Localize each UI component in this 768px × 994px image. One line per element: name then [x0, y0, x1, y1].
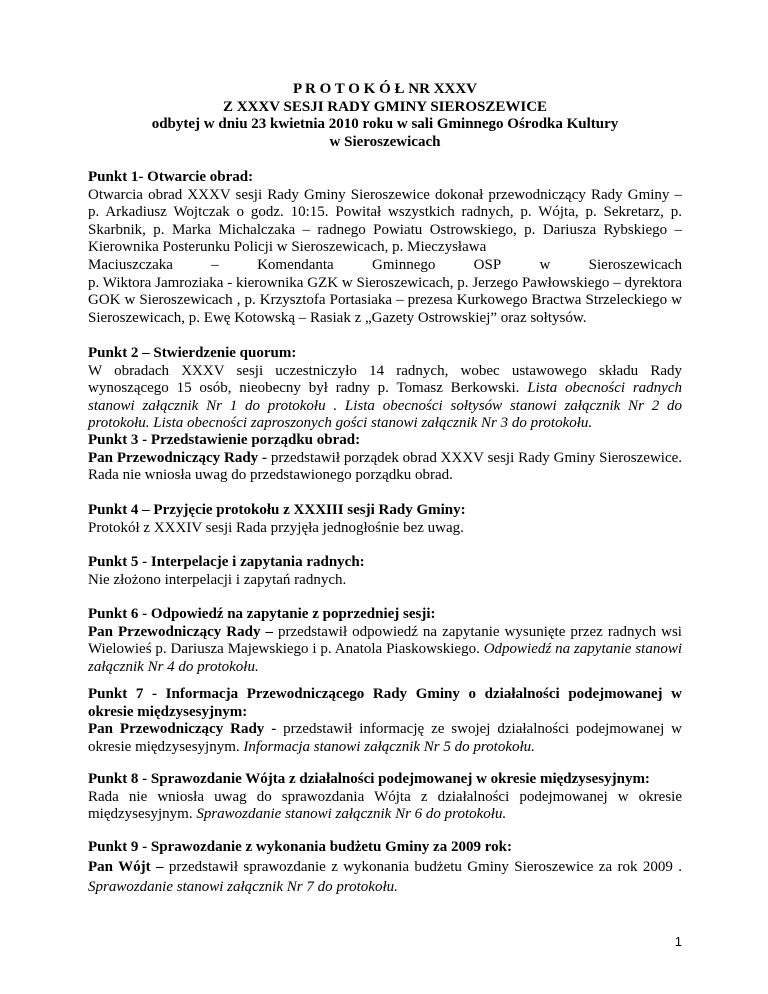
- section-heading: Punkt 4 – Przyjęcie protokołu z XXXIII sesji Rady Gminy:: [88, 502, 466, 518]
- section-point-8: [88, 771, 682, 824]
- section-heading: Punkt 5 - Interpelacje i zapytania radnych:: [88, 554, 365, 570]
- section-body: [88, 624, 682, 677]
- section-point-6: [88, 606, 682, 676]
- section-body: [88, 721, 682, 756]
- section-heading: Punkt 3 - Przedstawienie porządku obrad:: [88, 432, 361, 448]
- section-body: [88, 363, 682, 433]
- section-heading: Punkt 9 - Sprawozdanie z wykonania budżetu Gminy za 2009 rok:: [88, 839, 512, 855]
- protocol-title: P R O T O K Ó Ł NR XXXV: [292, 81, 478, 97]
- session-date-location: odbytej w dniu 23 kwietnia 2010 roku w sali Gminnego Ośrodka Kultury: [151, 116, 619, 133]
- session-title: Z XXXV SESJI RADY GMINY SIEROSZEWICE: [222, 98, 548, 115]
- justified-word: Sieroszewicach: [588, 256, 682, 273]
- section-heading: Punkt 8 - Sprawozdanie Wójta z działalności podejmowanej w okresie międzysesyjnym:: [88, 771, 650, 787]
- document-header: [88, 81, 682, 151]
- section-heading: Punkt 6 - Odpowiedź na zapytanie z poprzedniej sesji:: [88, 606, 436, 622]
- page-number: 1: [674, 934, 682, 949]
- section-point-9: [88, 839, 682, 897]
- justified-word: Maciuszczaka: [88, 256, 173, 273]
- justified-word: w: [539, 256, 551, 273]
- section-point-5: [88, 554, 682, 589]
- speaker-label: Pan Przewodniczący Rady –: [88, 623, 278, 640]
- section-text: przedstawił odpowiedź na zapytanie wysunięte przez radnych wsi Wielowieś p. Dariusza Majewskiego i p. Anatola Piaskowskiego.: [88, 623, 682, 658]
- section-body: [88, 450, 682, 485]
- section-heading: Punkt 7 - Informacja Przewodniczącego Rady Gminy o działalności podejmowanej w okresie międzysesyjnym:: [88, 686, 682, 720]
- attachment-note: Sprawozdanie stanowi załącznik Nr 7 do protokołu.: [88, 878, 398, 895]
- attachment-note: Sprawozdanie stanowi załącznik Nr 6 do protokołu.: [196, 806, 507, 823]
- section-heading: Punkt 2 – Stwierdzenie quorum:: [88, 345, 297, 361]
- section-body: [88, 789, 682, 824]
- section-text: przedstawił porządek obrad XXXV sesji Rady Gminy Sieroszewice. Rada nie wniosła uwag do przedstawionego porządku obrad.: [88, 449, 683, 484]
- section-body: Nie złożono interpelacji i zapytań radnych.: [88, 571, 347, 588]
- section-text-continued: p. Wiktora Jamroziaka - kierownika GZK w Sieroszewicach, p. Jerzego Pawłowskiego – dyrektora GOK w Sieroszewicach , p. Krzysztofa Portasiaka – prezesa Kurkowego Bractwa Strzeleckiego w Sieroszewicach, p. Ewę Kotowską – Rasiak z „Gazety Ostrowskiej” oraz sołtysów.: [88, 274, 682, 326]
- section-text: Otwarcia obrad XXXV sesji Rady Gminy Sieroszewice dokonał przewodniczący Rady Gminy – p. Arkadiusz Wojtczak o godz. 10:15. Powitał wszystkich radnych, p. Wójta, p. Sekretarz, p. Skarbnik, p. Marka Michalczaka – radnego Powiatu Ostrowskiego, p. Dariusza Rybskiego – Kierownika Posterunku Policji w Sieroszewicach, p. Mieczysława: [88, 186, 682, 256]
- section-text: przedstawił sprawozdanie z wykonania budżetu Gminy Sieroszewice za rok 2009 .: [168, 858, 682, 875]
- section-body: [88, 857, 682, 897]
- attachment-note: Lista obecności radnych stanowi załącznik Nr 1 do protokołu . Lista obecności sołtysów stanowi załącznik Nr 2 do protokołu. Lista obecności zaproszonych gości stanowi załącznik Nr 3 do protokołu.: [88, 380, 682, 432]
- justified-word: –: [211, 256, 219, 273]
- section-body: Protokół z XXXIV sesji Rada przyjęła jednogłośnie bez uwag.: [88, 519, 464, 536]
- speaker-label: Pan Przewodniczący Rady -: [88, 721, 284, 738]
- section-text: W obradach XXXV sesji uczestniczyło 14 radnych, wobec ustawowego składu Rady wynoszącego 15 osób, nieobecny był radny p. Tomasz Berkowski.: [88, 362, 682, 397]
- section-point-1: [88, 169, 682, 327]
- attachment-note: Odpowiedź na zapytanie stanowi załącznik Nr 4 do protokołu.: [88, 641, 682, 675]
- section-text: przedstawił informację ze swojej działalności podejmowanej w okresie międzysesyjnym.: [88, 721, 682, 755]
- section-point-4: [88, 502, 682, 537]
- justified-line: [88, 257, 682, 275]
- justified-word: OSP: [473, 256, 502, 273]
- speaker-label: Pan Przewodniczący Rady -: [88, 449, 271, 466]
- attachment-note: Informacja stanowi załącznik Nr 5 do protokołu.: [243, 738, 535, 755]
- section-point-2: [88, 345, 682, 433]
- section-point-7: [88, 686, 682, 756]
- section-body: [88, 187, 682, 328]
- section-heading: Punkt 1- Otwarcie obrad:: [88, 169, 254, 185]
- session-place: w Sieroszewicach: [329, 133, 441, 150]
- justified-word: Gminnego: [372, 256, 436, 273]
- section-text: Rada nie wniosła uwag do sprawozdania Wójta z działalności podejmowanej w okresie międzysesyjnym.: [88, 788, 682, 823]
- speaker-label: Pan Wójt –: [88, 858, 169, 875]
- justified-word: Komendanta: [257, 256, 334, 273]
- section-point-3: [88, 432, 682, 485]
